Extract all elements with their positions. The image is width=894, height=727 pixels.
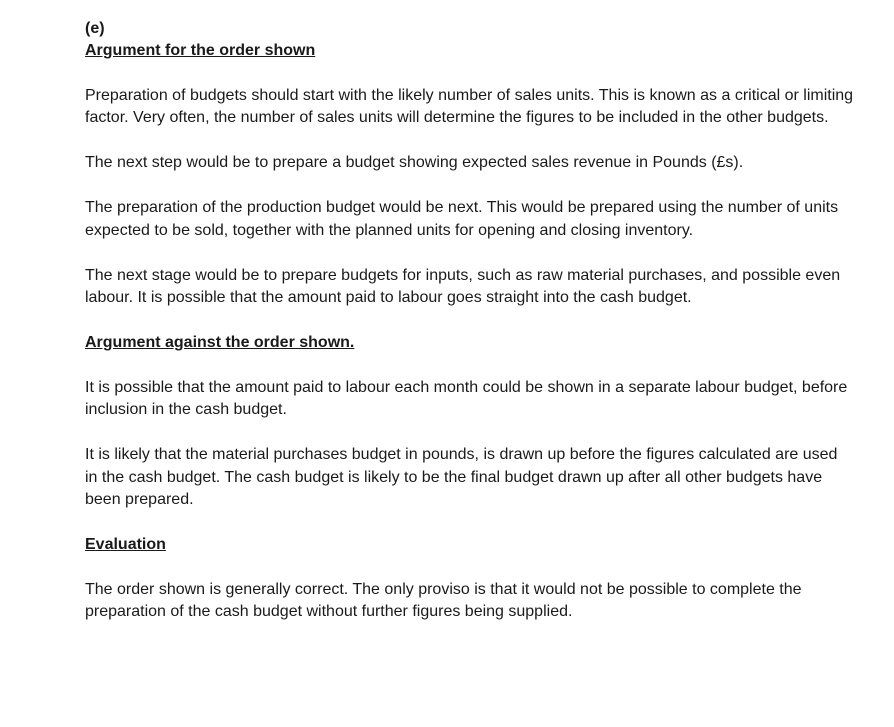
paragraph: It is possible that the amount paid to labour each month could be shown in a separate labour budget, before inclusion in the cash budget. [85, 378, 848, 418]
section-heading-for: Argument for the order shown [85, 42, 316, 59]
paragraph: Preparation of budgets should start with the likely number of sales units. This is known as a critical or limiting factor. Very often, the number of sales units will determine the figures to be included in the other budgets. [85, 86, 854, 126]
part-label: (e) [85, 20, 105, 37]
section-heading-evaluation: Evaluation [85, 536, 166, 553]
paragraph: The preparation of the production budget would be next. This would be prepared using the number of units expected to be sold, together with the planned units for opening and closing inventory. [85, 199, 839, 239]
paragraph: The order shown is generally correct. The only proviso is that it would not be possible to complete the preparation of the cash budget without further figures being supplied. [85, 580, 802, 620]
paragraph: The next stage would be to prepare budgets for inputs, such as raw material purchases, and possible even labour. It is possible that the amount paid to labour goes straight into the cash budget. [85, 266, 841, 306]
paragraph: The next step would be to prepare a budget showing expected sales revenue in Pounds (£s). [85, 154, 744, 171]
paragraph: It is likely that the material purchases budget in pounds, is drawn up before the figures calculated are used in the cash budget. The cash budget is likely to be the final budget drawn up after all other budgets have been prepared. [85, 446, 838, 508]
section-heading-against: Argument against the order shown. [85, 334, 355, 351]
